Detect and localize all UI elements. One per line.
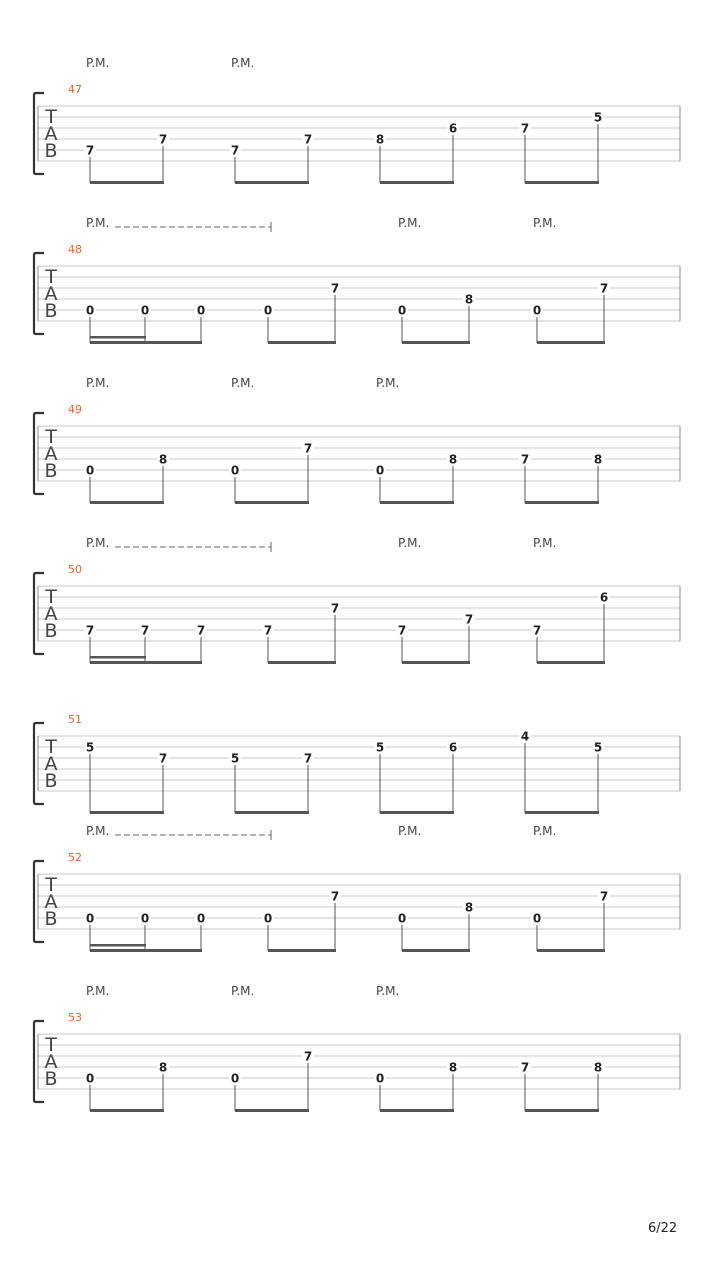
fret-number: 8 <box>158 1060 168 1075</box>
tab-clef-letter: T <box>45 736 57 758</box>
palm-mute-label: P.M. <box>231 56 255 70</box>
palm-mute-label: P.M. <box>86 376 110 390</box>
fret-number: 6 <box>448 740 458 755</box>
fret-number: 0 <box>196 303 206 318</box>
beam <box>402 341 470 344</box>
palm-mute-label: P.M. <box>86 56 110 70</box>
fret-number: 7 <box>330 281 340 296</box>
palm-mute-label: P.M. <box>376 376 400 390</box>
tab-staff <box>0 530 720 680</box>
beam <box>380 811 454 814</box>
fret-number: 8 <box>593 452 603 467</box>
fret-number: 0 <box>85 911 95 926</box>
beam <box>380 501 454 504</box>
beam <box>235 1109 309 1112</box>
page-number: 6/22 <box>648 1221 678 1236</box>
beam <box>525 501 599 504</box>
fret-number: 7 <box>158 132 168 147</box>
tab-system <box>0 818 720 968</box>
fret-number: 5 <box>375 740 385 755</box>
tab-staff <box>0 818 720 968</box>
tab-clef-letter: A <box>44 443 58 465</box>
bar-number: 48 <box>68 243 82 256</box>
beam <box>537 341 605 344</box>
fret-number: 8 <box>448 452 458 467</box>
fret-number: 0 <box>140 303 150 318</box>
system-bracket <box>34 253 44 334</box>
tab-clef-letter: T <box>45 874 57 896</box>
palm-mute-label: P.M. <box>86 216 110 230</box>
beam <box>90 811 164 814</box>
bar-number: 47 <box>68 83 82 96</box>
system-bracket <box>34 93 44 174</box>
palm-mute-label: P.M. <box>231 984 255 998</box>
fret-number: 0 <box>397 911 407 926</box>
fret-number: 7 <box>599 889 609 904</box>
fret-number: 6 <box>448 121 458 136</box>
system-bracket <box>34 861 44 942</box>
tab-clef-letter: A <box>44 283 58 305</box>
tab-system <box>0 370 720 520</box>
beam <box>268 949 336 952</box>
fret-number: 0 <box>230 1071 240 1086</box>
fret-number: 0 <box>85 1071 95 1086</box>
palm-mute-label: P.M. <box>533 824 557 838</box>
beam <box>90 341 202 344</box>
palm-mute-label: P.M. <box>533 536 557 550</box>
fret-number: 0 <box>397 303 407 318</box>
tab-clef-letter: T <box>45 586 57 608</box>
fret-number: 8 <box>464 292 474 307</box>
beam <box>525 1109 599 1112</box>
tab-clef-letter: T <box>45 266 57 288</box>
fret-number: 4 <box>520 729 530 744</box>
tab-clef-letter: A <box>44 603 58 625</box>
tab-system <box>0 530 720 680</box>
beam <box>90 1109 164 1112</box>
tab-system <box>0 50 720 200</box>
bar-number: 51 <box>68 713 82 726</box>
fret-number: 0 <box>230 463 240 478</box>
tab-clef-letter: T <box>45 426 57 448</box>
sixteenth-beam <box>90 944 146 947</box>
fret-number: 0 <box>375 463 385 478</box>
fret-number: 0 <box>263 303 273 318</box>
fret-number: 0 <box>85 303 95 318</box>
fret-number: 8 <box>158 452 168 467</box>
fret-number: 7 <box>520 121 530 136</box>
palm-mute-label: P.M. <box>398 536 422 550</box>
beam <box>537 661 605 664</box>
fret-number: 5 <box>230 751 240 766</box>
bar-number: 53 <box>68 1011 82 1024</box>
fret-number: 7 <box>303 441 313 456</box>
tab-system <box>0 210 720 360</box>
fret-number: 7 <box>303 1049 313 1064</box>
fret-number: 7 <box>303 132 313 147</box>
tab-clef-letter: B <box>44 1068 58 1090</box>
palm-mute-label: P.M. <box>376 984 400 998</box>
palm-mute-label: P.M. <box>86 824 110 838</box>
beam <box>90 501 164 504</box>
fret-number: 0 <box>196 911 206 926</box>
system-bracket <box>34 1021 44 1102</box>
beam <box>525 811 599 814</box>
system-bracket <box>34 723 44 804</box>
fret-number: 5 <box>593 740 603 755</box>
beam <box>90 949 202 952</box>
beam <box>235 181 309 184</box>
fret-number: 8 <box>375 132 385 147</box>
beam <box>90 661 202 664</box>
beam <box>402 661 470 664</box>
tab-clef-letter: A <box>44 1051 58 1073</box>
fret-number: 7 <box>230 143 240 158</box>
sixteenth-beam <box>90 336 146 339</box>
tab-clef-letter: B <box>44 770 58 792</box>
beam <box>235 501 309 504</box>
palm-mute-label: P.M. <box>86 536 110 550</box>
tab-clef-letter: B <box>44 620 58 642</box>
tab-staff <box>0 210 720 360</box>
tab-clef-letter: T <box>45 1034 57 1056</box>
fret-number: 5 <box>593 110 603 125</box>
beam <box>268 661 336 664</box>
system-bracket <box>34 413 44 494</box>
system-bracket <box>34 573 44 654</box>
fret-number: 7 <box>330 889 340 904</box>
tab-staff <box>0 50 720 200</box>
fret-number: 8 <box>464 900 474 915</box>
fret-number: 7 <box>303 751 313 766</box>
fret-number: 5 <box>85 740 95 755</box>
palm-mute-label: P.M. <box>86 984 110 998</box>
fret-number: 7 <box>397 623 407 638</box>
sixteenth-beam <box>90 656 146 659</box>
fret-number: 7 <box>158 751 168 766</box>
tab-clef-letter: A <box>44 753 58 775</box>
fret-number: 7 <box>520 1060 530 1075</box>
tab-clef-letter: A <box>44 123 58 145</box>
fret-number: 7 <box>599 281 609 296</box>
tab-system <box>0 680 720 830</box>
fret-number: 7 <box>140 623 150 638</box>
beam <box>90 181 164 184</box>
fret-number: 0 <box>85 463 95 478</box>
tab-clef-letter: B <box>44 908 58 930</box>
tab-staff <box>0 370 720 520</box>
tab-clef-letter: A <box>44 891 58 913</box>
tab-clef-letter: T <box>45 106 57 128</box>
fret-number: 7 <box>263 623 273 638</box>
bar-number: 50 <box>68 563 82 576</box>
beam <box>402 949 470 952</box>
beam <box>380 1109 454 1112</box>
tab-staff <box>0 978 720 1128</box>
fret-number: 0 <box>532 911 542 926</box>
beam <box>525 181 599 184</box>
fret-number: 6 <box>599 590 609 605</box>
tab-clef-letter: B <box>44 300 58 322</box>
palm-mute-label: P.M. <box>398 216 422 230</box>
palm-mute-label: P.M. <box>533 216 557 230</box>
fret-number: 7 <box>196 623 206 638</box>
fret-number: 8 <box>593 1060 603 1075</box>
bar-number: 52 <box>68 851 82 864</box>
tab-system <box>0 978 720 1128</box>
fret-number: 7 <box>532 623 542 638</box>
tab-staff <box>0 680 720 830</box>
fret-number: 0 <box>375 1071 385 1086</box>
fret-number: 7 <box>464 612 474 627</box>
fret-number: 7 <box>330 601 340 616</box>
beam <box>537 949 605 952</box>
fret-number: 7 <box>85 623 95 638</box>
beam <box>268 341 336 344</box>
fret-number: 8 <box>448 1060 458 1075</box>
fret-number: 0 <box>263 911 273 926</box>
bar-number: 49 <box>68 403 82 416</box>
fret-number: 0 <box>532 303 542 318</box>
tab-clef-letter: B <box>44 140 58 162</box>
palm-mute-label: P.M. <box>398 824 422 838</box>
beam <box>235 811 309 814</box>
palm-mute-label: P.M. <box>231 376 255 390</box>
fret-number: 7 <box>85 143 95 158</box>
tab-clef-letter: B <box>44 460 58 482</box>
fret-number: 7 <box>520 452 530 467</box>
fret-number: 0 <box>140 911 150 926</box>
beam <box>380 181 454 184</box>
